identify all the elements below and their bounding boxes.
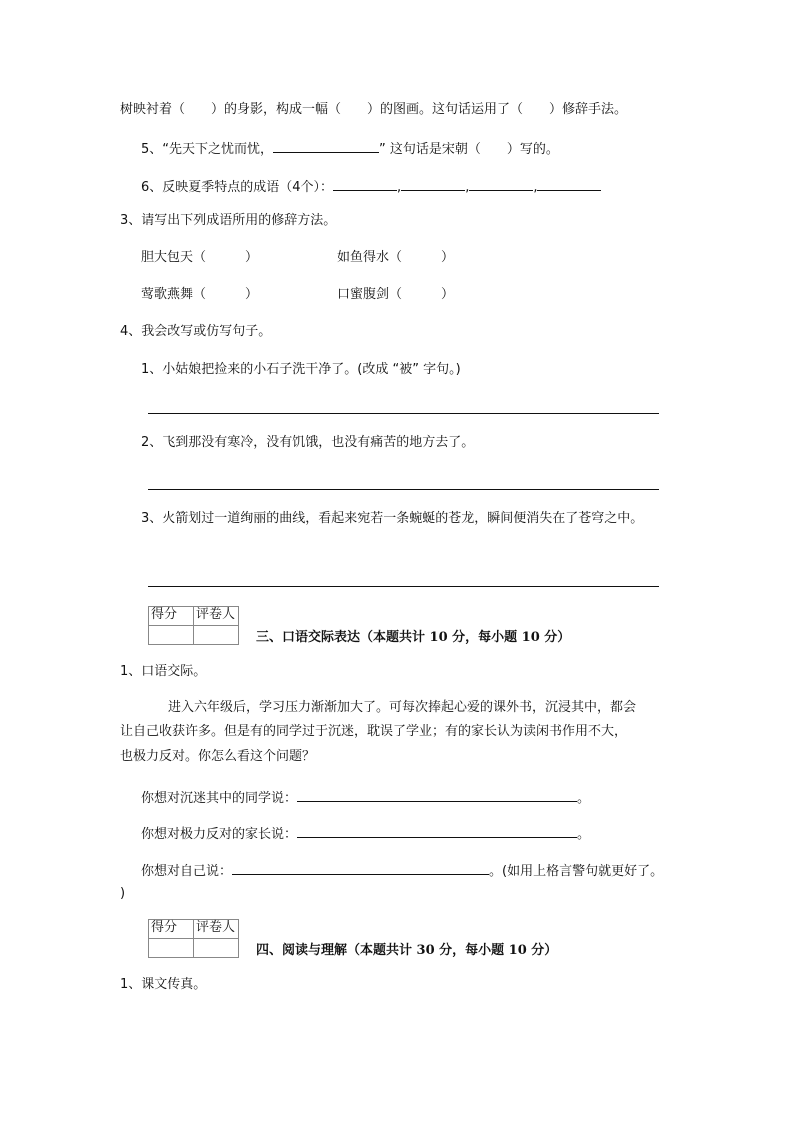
score-box	[148, 606, 239, 645]
oral-answer-3-wrap: )	[120, 886, 126, 901]
grader-cell[interactable]	[194, 939, 239, 958]
score-label: 得分	[149, 607, 194, 626]
q6-comma-1: ,	[397, 180, 402, 195]
section-three-heading: 三、口语交际表达（本题共计 10 分，每小题 10 分）	[256, 630, 571, 645]
q6-comma-2: ,	[465, 180, 470, 195]
oral-answer-2	[141, 823, 590, 844]
answer-line-2[interactable]	[148, 489, 659, 490]
rewrite-sentence-2: 2、飞到那没有寒冷，没有饥饿，也没有痛苦的地方去了。	[141, 435, 475, 450]
oral-paragraph-line-1: 进入六年级后，学习压力渐渐加大了。可每次捧起心爱的课外书，沉浸其中，都会	[168, 700, 637, 715]
oral-paragraph-line-3: 也极力反对。你怎么看这个问题？	[120, 749, 316, 764]
oral-answer-3	[141, 860, 663, 881]
q6-line	[141, 176, 601, 197]
oral-answer-3-tail: 。(如用上格言警句就更好了。	[489, 864, 664, 879]
q6-blank-1[interactable]	[333, 176, 397, 191]
grader-label: 评卷人	[194, 920, 239, 939]
q6-blank-3[interactable]	[469, 176, 533, 191]
rewrite-sentence-1: 1、小姑娘把捡来的小石子洗干净了。(改成 “被” 字句。)	[141, 362, 461, 377]
score-cell[interactable]	[149, 939, 194, 958]
oral-answer-3-label: 你想对自己说：	[141, 864, 233, 879]
q5-blank[interactable]	[273, 138, 379, 153]
q6-blank-4[interactable]	[537, 176, 601, 191]
grader-cell[interactable]	[194, 626, 239, 645]
q6-comma-3: ,	[533, 180, 538, 195]
q5-prefix: 5、“先天下之忧而忧，	[141, 142, 274, 157]
oral-answer-2-blank[interactable]	[297, 823, 577, 838]
idiom-item: 莺歌燕舞（ ）	[141, 287, 259, 302]
section-four-heading: 四、阅读与理解（本题共计 30 分，每小题 10 分）	[256, 943, 558, 958]
oral-answer-2-end: 。	[577, 827, 591, 842]
idiom-item: 口蜜腹剑（ ）	[337, 287, 455, 302]
oral-paragraph-line-2: 让自己收获许多。但是有的同学过于沉迷，耽误了学业；有的家长认为读闲书作用不大，	[120, 724, 628, 739]
oral-answer-1-blank[interactable]	[297, 787, 577, 802]
oral-answer-1-end: 。	[577, 791, 591, 806]
oral-answer-2-label: 你想对极力反对的家长说：	[141, 827, 298, 842]
oral-answer-1-label: 你想对沉迷其中的同学说：	[141, 791, 298, 806]
q5-line	[141, 138, 559, 159]
rewrite-title: 4、我会改写或仿写句子。	[120, 324, 272, 339]
score-cell[interactable]	[149, 626, 194, 645]
reading-q1: 1、课文传真。	[120, 977, 207, 992]
q4-continuation: 树映衬着（ ）的身影，构成一幅（ ）的图画。这句话运用了（ ）修辞手法。	[120, 102, 628, 117]
answer-line-3[interactable]	[148, 586, 659, 587]
oral-answer-3-blank[interactable]	[232, 860, 489, 875]
oral-answer-1	[141, 787, 590, 808]
rhetoric-title: 3、请写出下列成语所用的修辞方法。	[120, 213, 337, 228]
idiom-item: 如鱼得水（ ）	[337, 250, 455, 265]
idiom-item: 胆大包天（ ）	[141, 250, 259, 265]
q5-suffix: ” 这句话是宋朝（ ）写的。	[379, 142, 559, 157]
q6-blank-2[interactable]	[401, 176, 465, 191]
grader-label: 评卷人	[194, 607, 239, 626]
q6-prefix: 6、反映夏季特点的成语（4个）：	[141, 180, 334, 195]
oral-q1: 1、口语交际。	[120, 664, 207, 679]
score-box	[148, 919, 239, 958]
rewrite-sentence-3: 3、火箭划过一道绚丽的曲线，看起来宛若一条蜿蜒的苍龙，瞬间便消失在了苍穹之中。	[141, 511, 644, 526]
score-label: 得分	[149, 920, 194, 939]
answer-line-1[interactable]	[148, 413, 659, 414]
